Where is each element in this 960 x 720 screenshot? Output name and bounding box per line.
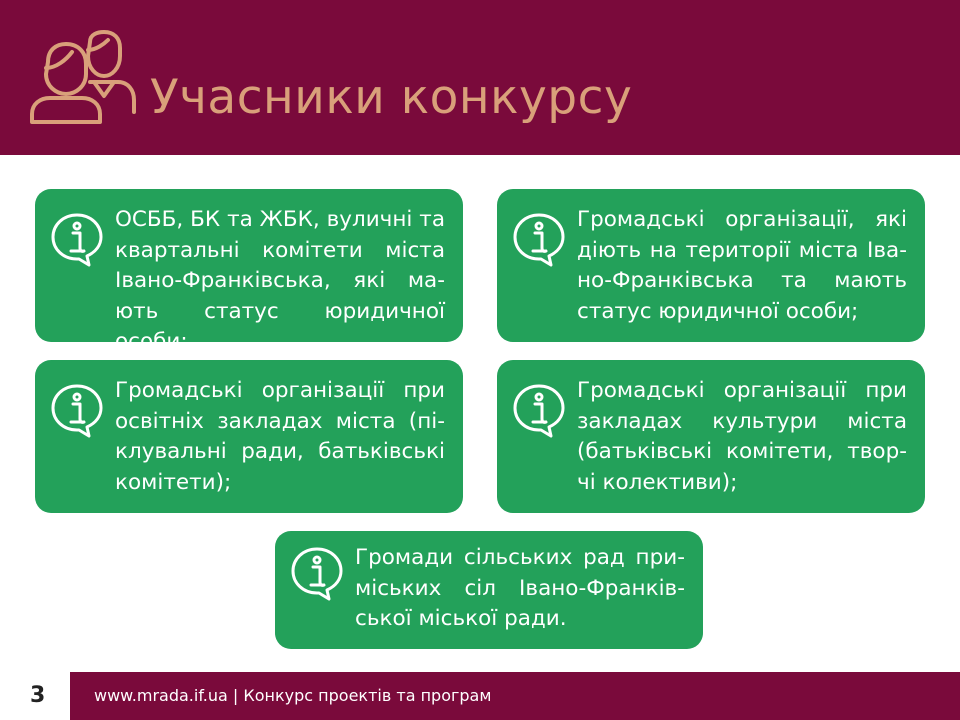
participant-card-1 xyxy=(35,189,463,354)
participants-icon xyxy=(28,30,138,125)
info-bubble-icon xyxy=(511,382,567,438)
participant-card-text: Громади сільських рад при-міських сіл Івано-Франків-ської міської ради. xyxy=(355,545,685,631)
footer-text: www.mrada.if.ua | Конкурс проектів та програм xyxy=(94,686,492,705)
header-banner xyxy=(0,0,960,155)
participant-card-text: Громадські організації, які діють на території міста Іва-но-Франківська та мають статус юридичної особи; xyxy=(577,207,907,324)
participant-card-3 xyxy=(35,360,463,513)
participant-card-4 xyxy=(497,360,925,513)
info-bubble-icon xyxy=(289,545,345,601)
info-bubble-icon xyxy=(511,211,567,267)
participant-card-text: Громадські організації при освітніх закладах міста (пі-клувальні ради, батьківські комітети); xyxy=(115,378,445,495)
info-bubble-icon xyxy=(49,211,105,267)
footer-bar xyxy=(70,672,960,720)
info-bubble-icon xyxy=(49,382,105,438)
participant-card-text: ОСББ, БК та ЖБК, вуличні та квартальні комітети міста Івано-Франківська, які ма-ють статус юридичної особи; xyxy=(115,207,445,354)
participant-card-2 xyxy=(497,189,925,342)
participant-card-5 xyxy=(275,531,703,649)
page-title: Учасники конкурсу xyxy=(150,70,633,125)
page-number: 3 xyxy=(30,683,46,708)
participant-card-text: Громадські організації при закладах культури міста (батьківські комітети, твор-чі колективи); xyxy=(577,378,907,495)
